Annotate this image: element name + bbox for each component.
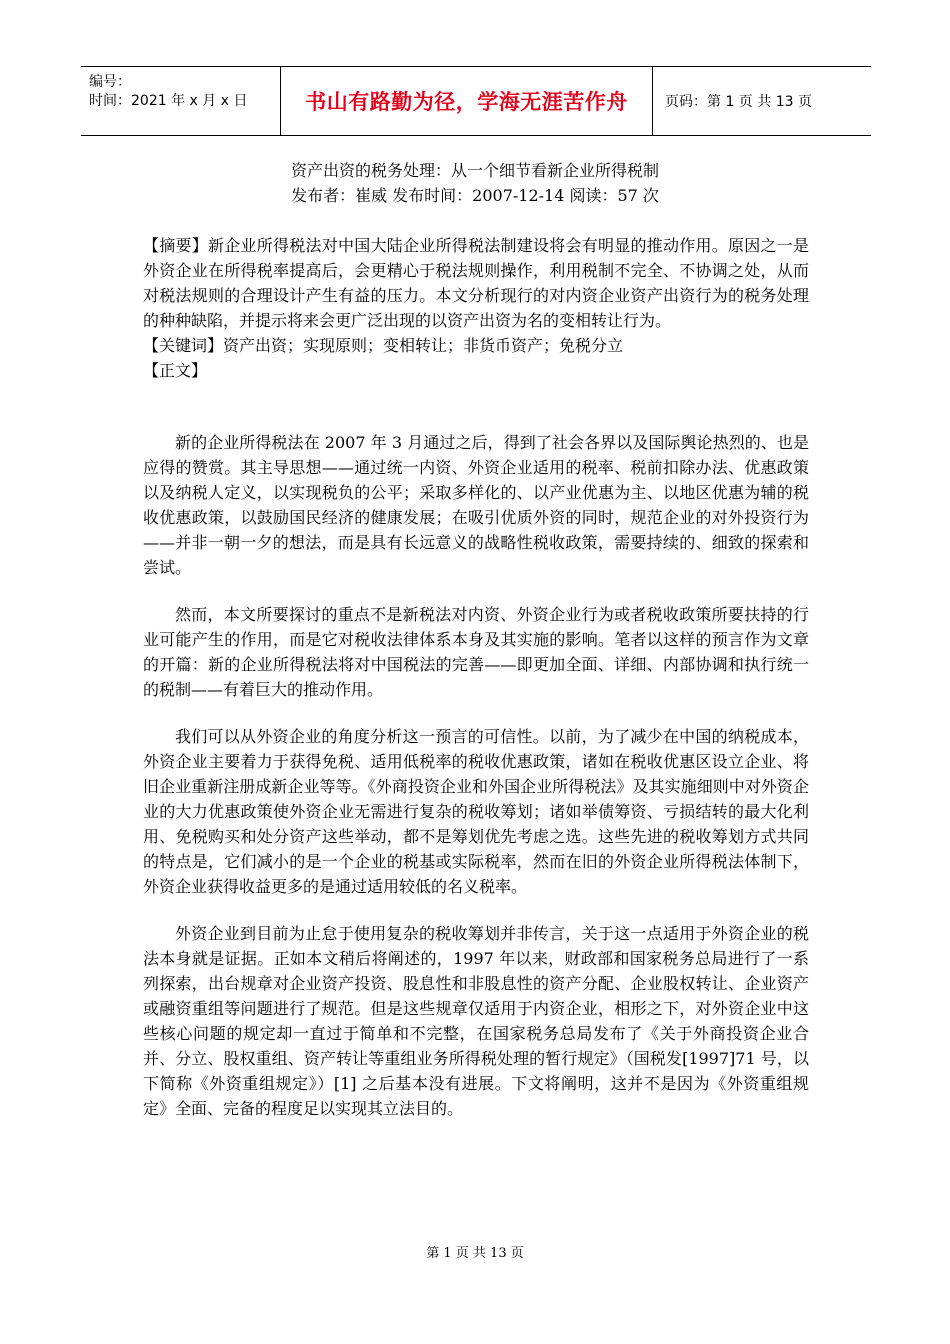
abstract: 【摘要】新企业所得税法对中国大陆企业所得税法制建设将会有明显的推动作用。原因之一是外资企业在所得税率提高后，会更精心于税法规则操作，利用税制不完全、不协调之处，从而对税法规则的合理设计产生有益的压力。本文分析现行的对内资企业资产出资行为的税务处理的种种缺陷，并提示将来会更广泛出现的以资产出资为名的变相转让行为。 <box>143 236 809 330</box>
document-number-label: 编号： <box>89 74 131 90</box>
article-title: 资产出资的税务处理：从一个细节看新企业所得税制 <box>290 161 659 180</box>
header-page-info: 页码：第 1 页 共 13 页 <box>665 94 812 110</box>
header-motto: 书山有路勤为径，学海无涯苦作舟 <box>281 67 653 135</box>
paragraph: 新的企业所得税法在 2007 年 3 月通过之后，得到了社会各界以及国际舆论热烈的、也是应得的赞赏。其主导思想——通过统一内资、外资企业适用的税率、税前扣除办法、优惠政策以及纳税人定义，以实现税负的公平；采取多样化的、以产业优惠为主、以地区优惠为辅的税收优惠政策，以鼓励国民经济的健康发展；在吸引优质外资的同时，规范企业的对外投资行为——并非一朝一夕的想法，而是具有长远意义的战略性税收政策，需要持续的、细致的探索和尝试。 <box>143 433 809 577</box>
paragraph: 我们可以从外资企业的角度分析这一预言的可信性。以前，为了减少在中国的纳税成本，外资企业主要着力于获得免税、适用低税率的税收优惠政策，诸如在税收优惠区设立企业、将旧企业重新注册成新企业等等。《外商投资企业和外国企业所得税法》及其实施细则中对外资企业的大力优惠政策使外资企业无需进行复杂的税收筹划；诸如举债筹资、亏损结转的最大化利用、免税购买和处分资产这些举动，都不是筹划优先考虑之选。这些先进的税收筹划方式共同的特点是，它们减小的是一个企业的税基或实际税率，然而在旧的外资企业所得税法体制下，外资企业获得收益更多的是通过适用较低的名义税率。 <box>143 727 809 896</box>
paragraph: 然而，本文所要探讨的重点不是新税法对内资、外资企业行为或者税收政策所要扶持的行业可能产生的作用，而是它对税收法律体系本身及其实施的影响。笔者以这样的预言作为文章的开篇：新的企业所得税法将对中国税法的完善——即更加全面、详细、内部协调和执行统一的税制——有着巨大的推动作用。 <box>143 605 809 699</box>
article-body <box>143 430 809 1121</box>
page-footer: 第 1 页 共 13 页 <box>426 1246 524 1261</box>
article-meta: 发布者：崔威 发布时间：2007-12-14 阅读：57 次 <box>291 186 659 205</box>
keywords: 【关键词】资产出资；实现原则；变相转让；非货币资产；免税分立 <box>143 336 624 355</box>
page-header <box>81 66 871 136</box>
document-date-label: 时间：2021 年 x 月 x 日 <box>89 93 248 109</box>
header-info <box>81 67 281 135</box>
paragraph: 外资企业到目前为止怠于使用复杂的税收筹划并非传言，关于这一点适用于外资企业的税法本身就是证据。正如本文稍后将阐述的，1997 年以来，财政部和国家税务总局进行了一系列探索，出台规章对企业资产投资、股息性和非股息性的资产分配、企业股权转让、企业资产或融资重组等问题进行了规范。但是这些规章仅适用于内资企业，相形之下，对外资企业中这些核心问题的规定却一直过于简单和不完整，在国家税务总局发布了《关于外商投资企业合并、分立、股权重组、资产转让等重组业务所得税处理的暂行规定》（国税发[1997]71 号，以下简称《外资重组规定》）[1] 之后基本没有进展。下文将阐明，这并不是因为《外资重组规定》全面、完备的程度足以实现其立法目的。 <box>143 924 809 1118</box>
body-label: 【正文】 <box>143 361 208 380</box>
article-front-matter <box>143 233 809 383</box>
